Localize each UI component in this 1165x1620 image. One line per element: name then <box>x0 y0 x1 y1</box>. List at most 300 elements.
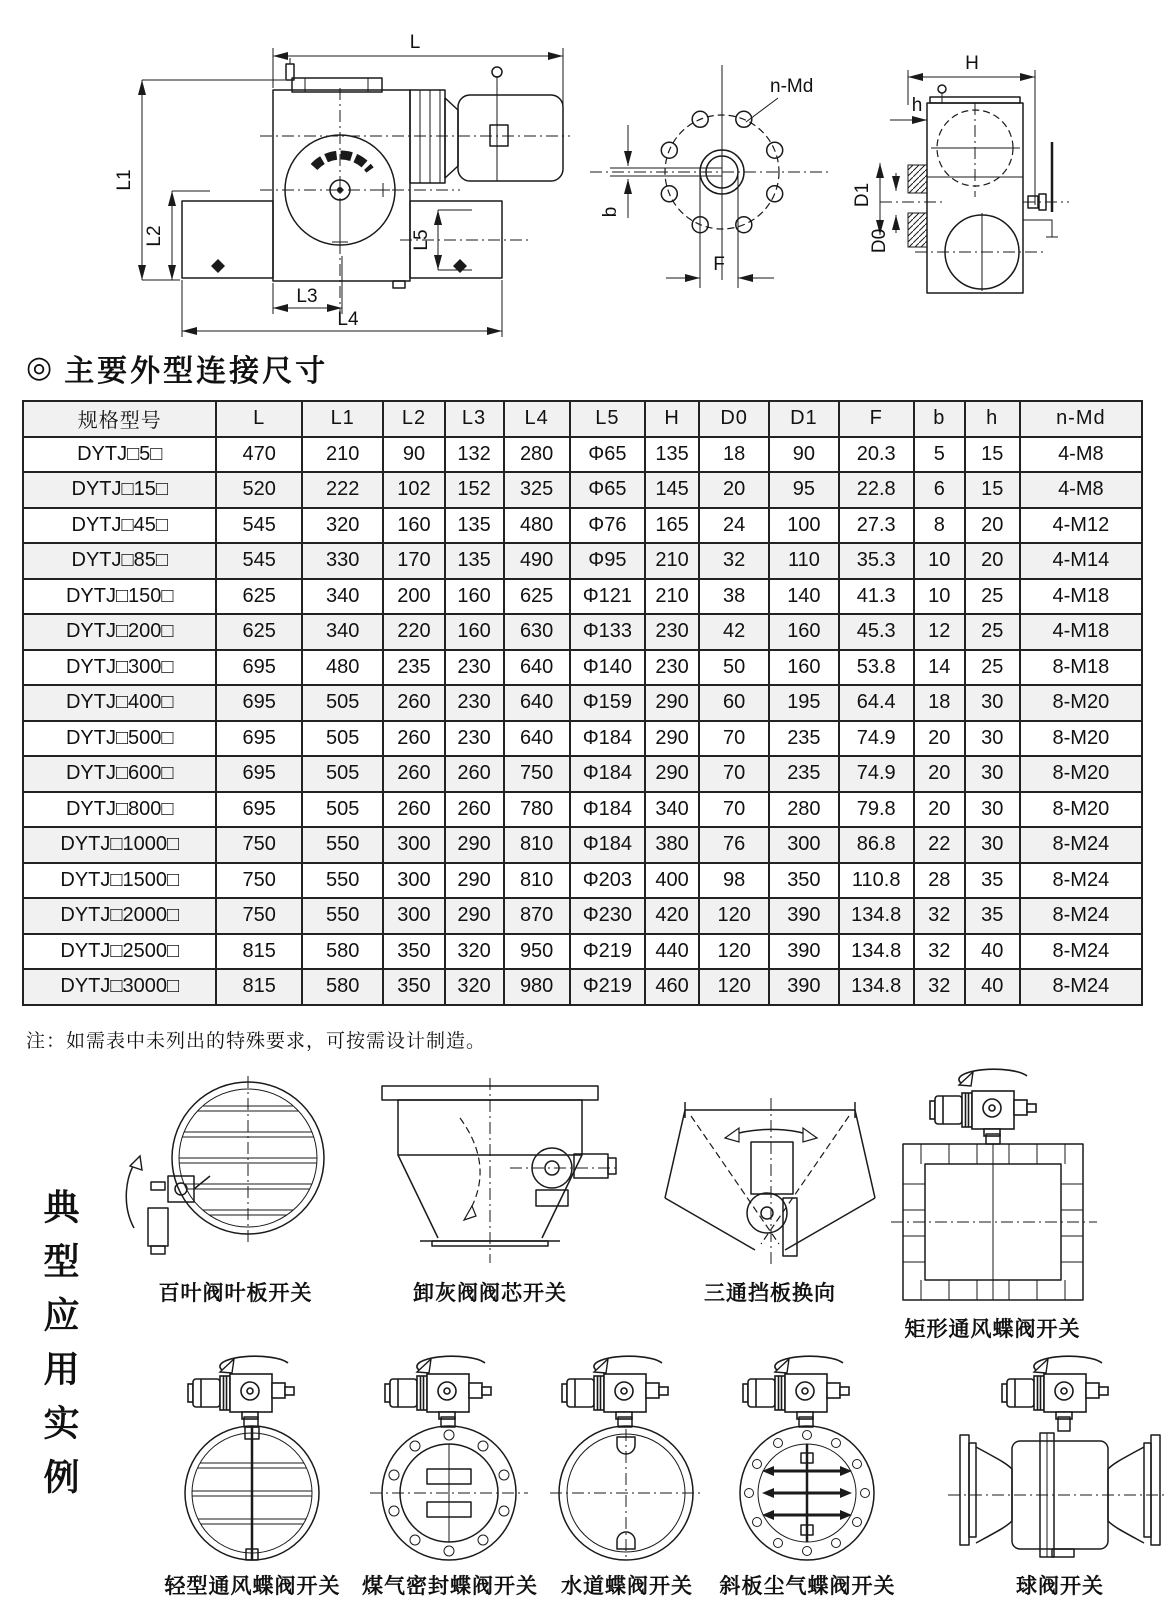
table-cell: 390 <box>769 934 838 970</box>
table-cell: 230 <box>445 721 504 757</box>
table-cell: 750 <box>216 863 302 899</box>
table-row <box>23 543 1142 579</box>
table-cell: 30 <box>965 756 1020 792</box>
table-cell: 290 <box>645 685 699 721</box>
table-cell: 100 <box>769 508 838 544</box>
table-cell: Φ133 <box>570 614 645 650</box>
table-cell: 38 <box>699 579 769 615</box>
table-cell: 480 <box>504 508 570 544</box>
table-cell: 32 <box>914 898 965 934</box>
side-view-drawing <box>100 18 570 348</box>
table-cell: 695 <box>216 650 302 686</box>
spec-table <box>22 400 1143 1006</box>
table-cell: 60 <box>699 685 769 721</box>
table-cell: 20 <box>914 721 965 757</box>
table-cell: 134.8 <box>839 898 914 934</box>
column-header: F <box>839 401 914 437</box>
example-inclined-plate-butterfly <box>700 1345 915 1600</box>
flange-view-drawing <box>570 60 835 310</box>
table-cell: 20 <box>914 756 965 792</box>
table-cell: 20 <box>965 508 1020 544</box>
table-row <box>23 792 1142 828</box>
table-cell: 550 <box>302 898 383 934</box>
table-cell: 90 <box>383 437 444 473</box>
table-cell: 8-M20 <box>1020 721 1142 757</box>
column-header: L1 <box>302 401 383 437</box>
table-cell: 30 <box>965 721 1020 757</box>
table-row <box>23 827 1142 863</box>
table-cell: 4-M8 <box>1020 472 1142 508</box>
table-cell: 8-M24 <box>1020 898 1142 934</box>
table-cell: 290 <box>445 827 504 863</box>
table-row <box>23 508 1142 544</box>
example-caption: 球阀开关 <box>1016 1575 1104 1598</box>
table-cell: 340 <box>645 792 699 828</box>
column-header: L4 <box>504 401 570 437</box>
table-cell: 810 <box>504 827 570 863</box>
table-cell: 780 <box>504 792 570 828</box>
table-cell: 32 <box>914 934 965 970</box>
table-cell: 160 <box>445 579 504 615</box>
table-cell: Φ184 <box>570 792 645 828</box>
table-cell: 320 <box>445 934 504 970</box>
table-cell: 170 <box>383 543 444 579</box>
table-cell: 40 <box>965 934 1020 970</box>
table-cell: 70 <box>699 721 769 757</box>
table-cell: DYTJ□15□ <box>23 472 216 508</box>
table-cell: 134.8 <box>839 969 914 1005</box>
section-bullet-icon: ◎ <box>26 351 53 384</box>
table-cell: 145 <box>645 472 699 508</box>
table-cell: 980 <box>504 969 570 1005</box>
table-cell: 32 <box>914 969 965 1005</box>
table-cell: Φ65 <box>570 472 645 508</box>
table-cell: 630 <box>504 614 570 650</box>
table-cell: 10 <box>914 543 965 579</box>
table-cell: 64.4 <box>839 685 914 721</box>
table-cell: 30 <box>965 827 1020 863</box>
table-cell: DYTJ□2500□ <box>23 934 216 970</box>
table-cell: 200 <box>383 579 444 615</box>
example-caption: 斜板尘气蝶阀开关 <box>719 1575 896 1598</box>
dim-L3: L3 <box>296 286 318 307</box>
table-cell: 320 <box>302 508 383 544</box>
light-vent-butterfly-drawing <box>140 1345 365 1563</box>
table-cell: 220 <box>383 614 444 650</box>
table-cell: 86.8 <box>839 827 914 863</box>
table-cell: 4-M18 <box>1020 579 1142 615</box>
table-cell: 210 <box>302 437 383 473</box>
table-cell: 135 <box>445 508 504 544</box>
table-cell: 160 <box>383 508 444 544</box>
table-row <box>23 969 1142 1005</box>
table-cell: 260 <box>383 756 444 792</box>
table-cell: 750 <box>504 756 570 792</box>
inclined-plate-butterfly-drawing <box>700 1345 915 1563</box>
footnote: 注：如需表中未列出的特殊要求，可按需设计制造。 <box>26 1031 487 1052</box>
column-header: b <box>914 401 965 437</box>
table-cell: 440 <box>645 934 699 970</box>
table-cell: DYTJ□400□ <box>23 685 216 721</box>
example-three-way-damper <box>655 1058 885 1307</box>
table-row <box>23 934 1142 970</box>
table-cell: 300 <box>769 827 838 863</box>
table-cell: 4-M18 <box>1020 614 1142 650</box>
table-cell: 30 <box>965 685 1020 721</box>
table-cell: 32 <box>699 543 769 579</box>
table-cell: 27.3 <box>839 508 914 544</box>
table-cell: 695 <box>216 792 302 828</box>
table-row <box>23 650 1142 686</box>
dim-L4: L4 <box>337 309 359 330</box>
table-cell: 10 <box>914 579 965 615</box>
table-cell: 110.8 <box>839 863 914 899</box>
column-header: H <box>645 401 699 437</box>
table-cell: 545 <box>216 508 302 544</box>
table-cell: 380 <box>645 827 699 863</box>
table-cell: 20 <box>914 792 965 828</box>
table-cell: 8-M20 <box>1020 756 1142 792</box>
table-cell: 132 <box>445 437 504 473</box>
table-cell: Φ140 <box>570 650 645 686</box>
table-cell: 640 <box>504 650 570 686</box>
ball-valve-drawing <box>940 1345 1165 1563</box>
table-cell: Φ184 <box>570 721 645 757</box>
table-cell: 480 <box>302 650 383 686</box>
table-cell: Φ219 <box>570 969 645 1005</box>
table-cell: 18 <box>914 685 965 721</box>
table-cell: 5 <box>914 437 965 473</box>
table-cell: 22.8 <box>839 472 914 508</box>
table-cell: 35 <box>965 898 1020 934</box>
table-cell: 4-M12 <box>1020 508 1142 544</box>
table-cell: 505 <box>302 721 383 757</box>
example-ball-valve <box>940 1345 1165 1600</box>
ash-valve-drawing <box>360 1058 620 1270</box>
table-cell: 222 <box>302 472 383 508</box>
table-row <box>23 721 1142 757</box>
example-caption: 轻型通风蝶阀开关 <box>164 1575 341 1598</box>
table-cell: 120 <box>699 898 769 934</box>
table-cell: 260 <box>383 721 444 757</box>
rect-vent-valve-drawing <box>875 1058 1110 1306</box>
table-cell: 400 <box>645 863 699 899</box>
table-cell: 30 <box>965 792 1020 828</box>
table-cell: 35 <box>965 863 1020 899</box>
table-cell: 76 <box>699 827 769 863</box>
table-cell: DYTJ□150□ <box>23 579 216 615</box>
table-cell: Φ184 <box>570 827 645 863</box>
table-cell: 8 <box>914 508 965 544</box>
table-cell: Φ159 <box>570 685 645 721</box>
column-header: D1 <box>769 401 838 437</box>
table-cell: 340 <box>302 579 383 615</box>
table-cell: 625 <box>216 614 302 650</box>
table-cell: 210 <box>645 579 699 615</box>
table-cell: 350 <box>383 969 444 1005</box>
spec-table-header-row <box>23 401 1142 437</box>
table-row <box>23 614 1142 650</box>
end-view-drawing <box>835 45 1075 335</box>
table-cell: Φ76 <box>570 508 645 544</box>
example-caption: 卸灰阀阀芯开关 <box>413 1282 567 1305</box>
table-cell: 230 <box>445 685 504 721</box>
page-title: 主要外型连接尺寸 <box>64 355 329 388</box>
table-cell: DYTJ□500□ <box>23 721 216 757</box>
column-header: L3 <box>445 401 504 437</box>
table-cell: 8-M18 <box>1020 650 1142 686</box>
table-cell: 340 <box>302 614 383 650</box>
table-cell: 330 <box>302 543 383 579</box>
table-cell: 695 <box>216 721 302 757</box>
example-caption: 水道蝶阀开关 <box>561 1575 693 1598</box>
table-cell: 40 <box>965 969 1020 1005</box>
table-cell: 8-M24 <box>1020 827 1142 863</box>
table-cell: 815 <box>216 934 302 970</box>
table-cell: 25 <box>965 614 1020 650</box>
table-cell: 235 <box>769 756 838 792</box>
table-cell: 520 <box>216 472 302 508</box>
table-cell: 45.3 <box>839 614 914 650</box>
table-cell: 325 <box>504 472 570 508</box>
table-cell: 695 <box>216 685 302 721</box>
example-light-vent-butterfly <box>140 1345 365 1600</box>
table-cell: 290 <box>645 756 699 792</box>
table-cell: 625 <box>504 579 570 615</box>
table-cell: 15 <box>965 437 1020 473</box>
table-cell: 12 <box>914 614 965 650</box>
table-cell: 74.9 <box>839 756 914 792</box>
column-header: L <box>216 401 302 437</box>
table-row <box>23 756 1142 792</box>
table-row <box>23 437 1142 473</box>
table-cell: 260 <box>445 792 504 828</box>
table-cell: 750 <box>216 898 302 934</box>
table-cell: 160 <box>769 614 838 650</box>
dim-H: H <box>965 53 979 74</box>
table-cell: 35.3 <box>839 543 914 579</box>
table-cell: 505 <box>302 756 383 792</box>
table-cell: 545 <box>216 543 302 579</box>
table-cell: 230 <box>445 650 504 686</box>
table-cell: 350 <box>383 934 444 970</box>
table-cell: 350 <box>769 863 838 899</box>
three-way-damper-drawing <box>655 1058 885 1270</box>
table-cell: 300 <box>383 863 444 899</box>
table-cell: 18 <box>699 437 769 473</box>
table-cell: DYTJ□2000□ <box>23 898 216 934</box>
table-cell: 470 <box>216 437 302 473</box>
example-caption: 百叶阀叶板开关 <box>158 1282 313 1305</box>
column-header: L5 <box>570 401 645 437</box>
table-cell: 230 <box>645 650 699 686</box>
table-cell: 42 <box>699 614 769 650</box>
dim-D0: D0 <box>869 228 890 254</box>
table-cell: 74.9 <box>839 721 914 757</box>
dim-h: h <box>911 95 923 116</box>
table-cell: 290 <box>645 721 699 757</box>
table-cell: 8-M24 <box>1020 969 1142 1005</box>
table-row <box>23 898 1142 934</box>
table-cell: 15 <box>965 472 1020 508</box>
table-cell: Φ65 <box>570 437 645 473</box>
table-cell: 550 <box>302 863 383 899</box>
table-cell: Φ184 <box>570 756 645 792</box>
table-cell: DYTJ□800□ <box>23 792 216 828</box>
table-cell: 210 <box>645 543 699 579</box>
table-cell: 260 <box>383 792 444 828</box>
table-cell: 505 <box>302 685 383 721</box>
table-cell: 260 <box>445 756 504 792</box>
table-cell: 260 <box>383 685 444 721</box>
table-cell: 8-M20 <box>1020 792 1142 828</box>
table-cell: 25 <box>965 650 1020 686</box>
table-cell: 90 <box>769 437 838 473</box>
table-cell: 53.8 <box>839 650 914 686</box>
column-header: n-Md <box>1020 401 1142 437</box>
dim-L: L <box>409 32 421 53</box>
table-cell: Φ219 <box>570 934 645 970</box>
table-cell: 135 <box>645 437 699 473</box>
table-cell: 160 <box>445 614 504 650</box>
table-cell: 8-M24 <box>1020 934 1142 970</box>
table-cell: 140 <box>769 579 838 615</box>
table-cell: 300 <box>383 898 444 934</box>
table-cell: 420 <box>645 898 699 934</box>
dim-L1: L1 <box>114 169 135 191</box>
table-cell: DYTJ□5□ <box>23 437 216 473</box>
table-cell: 102 <box>383 472 444 508</box>
table-cell: 290 <box>445 898 504 934</box>
table-cell: 950 <box>504 934 570 970</box>
dim-n-Md: n-Md <box>770 76 814 97</box>
table-cell: 25 <box>965 579 1020 615</box>
table-cell: 20 <box>699 472 769 508</box>
example-ash-valve <box>360 1058 620 1307</box>
table-cell: 550 <box>302 827 383 863</box>
example-caption: 煤气密封蝶阀开关 <box>362 1575 538 1598</box>
table-cell: 110 <box>769 543 838 579</box>
table-cell: 280 <box>769 792 838 828</box>
table-cell: 580 <box>302 969 383 1005</box>
table-cell: 120 <box>699 934 769 970</box>
table-cell: 750 <box>216 827 302 863</box>
table-cell: 870 <box>504 898 570 934</box>
table-cell: Φ230 <box>570 898 645 934</box>
example-caption: 三通挡板换向 <box>704 1282 836 1305</box>
louver-valve-drawing <box>118 1058 353 1270</box>
table-cell: 390 <box>769 898 838 934</box>
table-cell: 20.3 <box>839 437 914 473</box>
table-cell: 290 <box>445 863 504 899</box>
table-cell: DYTJ□600□ <box>23 756 216 792</box>
table-cell: DYTJ□1000□ <box>23 827 216 863</box>
table-cell: 195 <box>769 685 838 721</box>
table-cell: 230 <box>645 614 699 650</box>
table-row <box>23 863 1142 899</box>
dim-F: F <box>713 254 725 275</box>
dim-L2: L2 <box>144 225 165 247</box>
table-cell: 505 <box>302 792 383 828</box>
table-cell: 8-M20 <box>1020 685 1142 721</box>
table-cell: 460 <box>645 969 699 1005</box>
example-caption: 矩形通风蝶阀开关 <box>904 1318 1081 1341</box>
table-cell: DYTJ□200□ <box>23 614 216 650</box>
table-cell: 235 <box>769 721 838 757</box>
table-cell: 810 <box>504 863 570 899</box>
table-cell: 24 <box>699 508 769 544</box>
table-cell: 120 <box>699 969 769 1005</box>
column-header: 规格型号 <box>23 401 216 437</box>
table-cell: DYTJ□300□ <box>23 650 216 686</box>
dim-b: b <box>600 206 621 218</box>
table-cell: 300 <box>383 827 444 863</box>
dim-L5: L5 <box>411 229 432 251</box>
table-cell: Φ203 <box>570 863 645 899</box>
table-cell: 4-M8 <box>1020 437 1142 473</box>
table-cell: 580 <box>302 934 383 970</box>
table-cell: 640 <box>504 721 570 757</box>
table-cell: 490 <box>504 543 570 579</box>
table-cell: 235 <box>383 650 444 686</box>
table-cell: 70 <box>699 792 769 828</box>
table-cell: DYTJ□1500□ <box>23 863 216 899</box>
table-cell: 50 <box>699 650 769 686</box>
table-cell: 8-M24 <box>1020 863 1142 899</box>
table-row <box>23 472 1142 508</box>
example-louver-valve <box>118 1058 353 1307</box>
column-header: D0 <box>699 401 769 437</box>
table-cell: 6 <box>914 472 965 508</box>
table-cell: DYTJ□85□ <box>23 543 216 579</box>
example-rect-vent-valve <box>875 1058 1110 1343</box>
table-cell: DYTJ□3000□ <box>23 969 216 1005</box>
section-title <box>26 346 328 390</box>
column-header: h <box>965 401 1020 437</box>
table-cell: 695 <box>216 756 302 792</box>
table-row <box>23 685 1142 721</box>
table-cell: 134.8 <box>839 934 914 970</box>
table-cell: 98 <box>699 863 769 899</box>
table-cell: 14 <box>914 650 965 686</box>
table-cell: 22 <box>914 827 965 863</box>
table-cell: 135 <box>445 543 504 579</box>
table-cell: 160 <box>769 650 838 686</box>
table-cell: 815 <box>216 969 302 1005</box>
table-cell: 70 <box>699 756 769 792</box>
column-header: L2 <box>383 401 444 437</box>
table-cell: 320 <box>445 969 504 1005</box>
table-cell: 95 <box>769 472 838 508</box>
table-cell: Φ121 <box>570 579 645 615</box>
table-cell: 625 <box>216 579 302 615</box>
table-cell: 152 <box>445 472 504 508</box>
table-row <box>23 579 1142 615</box>
table-cell: 41.3 <box>839 579 914 615</box>
dim-D1: D1 <box>852 182 873 208</box>
table-cell: 165 <box>645 508 699 544</box>
table-cell: DYTJ□45□ <box>23 508 216 544</box>
table-cell: 79.8 <box>839 792 914 828</box>
table-cell: 390 <box>769 969 838 1005</box>
table-cell: 28 <box>914 863 965 899</box>
examples-section-label: 典型应用实例 <box>39 1188 80 1512</box>
table-cell: Φ95 <box>570 543 645 579</box>
table-cell: 4-M14 <box>1020 543 1142 579</box>
table-cell: 640 <box>504 685 570 721</box>
table-cell: 20 <box>965 543 1020 579</box>
table-cell: 280 <box>504 437 570 473</box>
